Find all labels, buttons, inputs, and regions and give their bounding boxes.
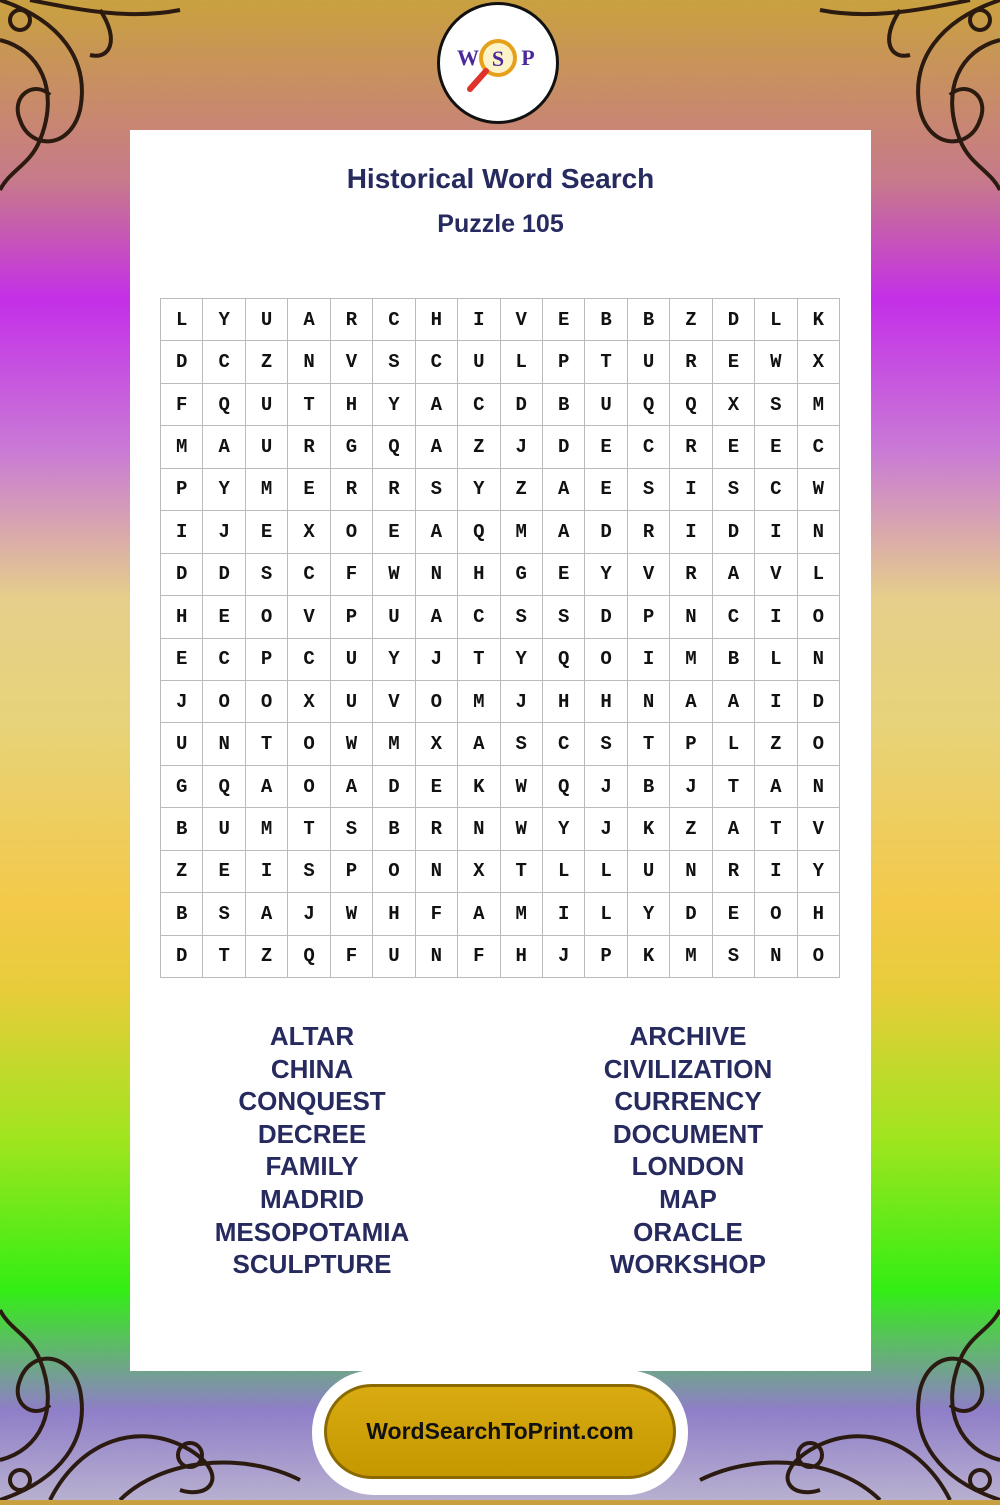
grid-cell: M [458, 681, 500, 723]
grid-cell: I [670, 511, 712, 553]
grid-cell: D [713, 299, 755, 341]
grid-cell: T [246, 723, 288, 765]
grid-cell: A [713, 808, 755, 850]
grid-cell: A [416, 511, 458, 553]
grid-cell: C [628, 426, 670, 468]
grid-cell: Z [670, 808, 712, 850]
grid-cell: U [628, 341, 670, 383]
grid-cell: Z [670, 299, 712, 341]
grid-cell: S [501, 723, 543, 765]
grid-cell: Z [755, 723, 797, 765]
grid-cell: Z [458, 426, 500, 468]
grid-cell: C [288, 554, 330, 596]
grid-cell: M [246, 469, 288, 511]
grid-cell: I [670, 469, 712, 511]
grid-cell: N [798, 511, 840, 553]
grid-cell: Q [373, 426, 415, 468]
grid-cell: J [585, 766, 627, 808]
grid-cell: C [798, 426, 840, 468]
grid-cell: F [458, 936, 500, 978]
grid-cell: S [755, 384, 797, 426]
grid-cell: L [798, 554, 840, 596]
grid-cell: E [755, 426, 797, 468]
grid-cell: H [331, 384, 373, 426]
grid-cell: N [416, 851, 458, 893]
grid-cell: D [713, 511, 755, 553]
grid-cell: V [288, 596, 330, 638]
logo-letter-s: S [491, 46, 505, 71]
grid-cell: I [246, 851, 288, 893]
grid-cell: Z [246, 936, 288, 978]
grid-cell: C [543, 723, 585, 765]
grid-cell: E [161, 639, 203, 681]
grid-cell: J [585, 808, 627, 850]
grid-cell: U [161, 723, 203, 765]
grid-cell: C [713, 596, 755, 638]
grid-cell: E [203, 851, 245, 893]
grid-cell: U [458, 341, 500, 383]
grid-cell: L [755, 299, 797, 341]
grid-cell: T [755, 808, 797, 850]
grid-cell: B [628, 299, 670, 341]
grid-cell: U [246, 426, 288, 468]
grid-cell: D [585, 596, 627, 638]
grid-cell: W [755, 341, 797, 383]
grid-cell: C [373, 299, 415, 341]
wsp-logo [437, 2, 559, 124]
grid-cell: P [246, 639, 288, 681]
grid-cell: D [161, 936, 203, 978]
grid-cell: X [288, 511, 330, 553]
word-list-column-1 [162, 1020, 462, 1281]
grid-cell: B [628, 766, 670, 808]
grid-cell: E [713, 426, 755, 468]
grid-cell: A [713, 681, 755, 723]
grid-cell: V [331, 341, 373, 383]
grid-cell: A [331, 766, 373, 808]
grid-cell: A [416, 384, 458, 426]
grid-cell: Y [543, 808, 585, 850]
puzzle-panel [130, 130, 871, 1371]
grid-cell: N [628, 681, 670, 723]
grid-cell: G [161, 766, 203, 808]
grid-cell: L [755, 639, 797, 681]
grid-cell: Y [628, 893, 670, 935]
word-list-item: CIVILIZATION [603, 1053, 773, 1084]
grid-cell: S [331, 808, 373, 850]
grid-cell: Q [543, 639, 585, 681]
grid-cell: A [543, 511, 585, 553]
grid-cell: T [501, 851, 543, 893]
grid-cell: V [373, 681, 415, 723]
grid-cell: B [373, 808, 415, 850]
grid-cell: O [798, 936, 840, 978]
word-list-item: MESOPOTAMIA [214, 1216, 410, 1247]
grid-cell: B [161, 893, 203, 935]
grid-cell: U [373, 936, 415, 978]
puzzle-number: Puzzle 105 [437, 210, 564, 238]
grid-cell: Y [798, 851, 840, 893]
grid-cell: K [628, 936, 670, 978]
grid-cell: V [628, 554, 670, 596]
grid-cell: W [331, 893, 373, 935]
word-list-item: MADRID [260, 1183, 364, 1214]
grid-cell: N [458, 808, 500, 850]
grid-cell: E [373, 511, 415, 553]
grid-cell: T [288, 808, 330, 850]
grid-cell: H [798, 893, 840, 935]
word-list-item: WORKSHOP [610, 1249, 766, 1280]
grid-cell: W [501, 808, 543, 850]
grid-cell: L [713, 723, 755, 765]
grid-cell: T [585, 341, 627, 383]
grid-cell: O [288, 766, 330, 808]
grid-cell: E [288, 469, 330, 511]
grid-cell: I [458, 299, 500, 341]
grid-cell: J [670, 766, 712, 808]
grid-cell: Z [161, 851, 203, 893]
word-list-item: CURRENCY [614, 1086, 762, 1117]
grid-cell: B [161, 808, 203, 850]
grid-cell: U [203, 808, 245, 850]
grid-cell: D [203, 554, 245, 596]
grid-cell: I [628, 639, 670, 681]
grid-cell: Z [246, 341, 288, 383]
grid-cell: R [373, 469, 415, 511]
grid-cell: U [331, 639, 373, 681]
grid-cell: P [543, 341, 585, 383]
grid-cell: J [288, 893, 330, 935]
grid-cell: I [755, 851, 797, 893]
grid-cell: D [670, 893, 712, 935]
grid-cell: K [458, 766, 500, 808]
grid-cell: U [246, 384, 288, 426]
word-list-item: SCULPTURE [232, 1249, 392, 1280]
grid-cell: B [713, 639, 755, 681]
grid-cell: S [246, 554, 288, 596]
word-list-item: ARCHIVE [629, 1021, 747, 1051]
grid-cell: Y [501, 639, 543, 681]
grid-cell: C [203, 639, 245, 681]
grid-cell: I [161, 511, 203, 553]
grid-cell: H [373, 893, 415, 935]
logo-letter-w: W [457, 45, 479, 70]
grid-cell: E [246, 511, 288, 553]
grid-cell: H [161, 596, 203, 638]
grid-cell: S [713, 936, 755, 978]
grid-cell: R [713, 851, 755, 893]
grid-cell: C [288, 639, 330, 681]
grid-cell: L [543, 851, 585, 893]
grid-cell: M [798, 384, 840, 426]
grid-cell: V [755, 554, 797, 596]
page-title: Historical Word Search [346, 163, 655, 194]
grid-cell: Y [458, 469, 500, 511]
grid-cell: S [373, 341, 415, 383]
grid-cell: X [798, 341, 840, 383]
grid-cell: A [416, 596, 458, 638]
grid-cell: A [203, 426, 245, 468]
grid-cell: C [755, 469, 797, 511]
grid-cell: H [585, 681, 627, 723]
grid-cell: E [713, 341, 755, 383]
grid-cell: L [161, 299, 203, 341]
grid-cell: M [246, 808, 288, 850]
grid-cell: Z [501, 469, 543, 511]
grid-cell: T [203, 936, 245, 978]
grid-cell: H [458, 554, 500, 596]
grid-cell: E [585, 469, 627, 511]
grid-cell: S [628, 469, 670, 511]
grid-cell: N [798, 639, 840, 681]
grid-cell: A [246, 766, 288, 808]
grid-cell: Y [373, 639, 415, 681]
grid-cell: W [798, 469, 840, 511]
grid-cell: A [670, 681, 712, 723]
grid-cell: J [501, 681, 543, 723]
grid-cell: O [373, 851, 415, 893]
grid-cell: B [585, 299, 627, 341]
grid-cell: Q [628, 384, 670, 426]
grid-cell: S [416, 469, 458, 511]
grid-cell: I [755, 681, 797, 723]
grid-cell: W [501, 766, 543, 808]
grid-cell: K [628, 808, 670, 850]
grid-cell: U [246, 299, 288, 341]
grid-cell: O [416, 681, 458, 723]
grid-cell: U [628, 851, 670, 893]
word-list-item: ORACLE [633, 1216, 743, 1247]
grid-cell: D [373, 766, 415, 808]
grid-cell: H [416, 299, 458, 341]
grid-cell: L [585, 893, 627, 935]
grid-cell: I [755, 511, 797, 553]
grid-cell: A [416, 426, 458, 468]
grid-cell: D [543, 426, 585, 468]
grid-cell: S [713, 469, 755, 511]
grid-cell: U [373, 596, 415, 638]
grid-cell: R [288, 426, 330, 468]
grid-cell: N [288, 341, 330, 383]
grid-cell: O [798, 596, 840, 638]
grid-cell: A [246, 893, 288, 935]
grid-cell: L [585, 851, 627, 893]
grid-cell: Q [288, 936, 330, 978]
grid-cell: P [161, 469, 203, 511]
grid-cell: J [416, 639, 458, 681]
grid-cell: R [628, 511, 670, 553]
grid-cell: Q [670, 384, 712, 426]
grid-cell: Q [458, 511, 500, 553]
grid-cell: G [501, 554, 543, 596]
grid-cell: R [670, 554, 712, 596]
grid-cell: F [331, 936, 373, 978]
word-list-item: FAMILY [265, 1151, 359, 1182]
grid-cell: K [798, 299, 840, 341]
grid-cell: D [585, 511, 627, 553]
grid-cell: X [416, 723, 458, 765]
grid-cell: D [161, 341, 203, 383]
grid-cell: M [161, 426, 203, 468]
grid-cell: U [331, 681, 373, 723]
grid-cell: X [713, 384, 755, 426]
grid-cell: G [331, 426, 373, 468]
grid-cell: D [798, 681, 840, 723]
grid-cell: I [755, 596, 797, 638]
grid-cell: O [246, 596, 288, 638]
grid-cell: J [501, 426, 543, 468]
grid-cell: Y [373, 384, 415, 426]
grid-cell: O [798, 723, 840, 765]
grid-cell: N [755, 936, 797, 978]
grid-cell: W [331, 723, 373, 765]
grid-cell: E [416, 766, 458, 808]
grid-cell: C [203, 341, 245, 383]
grid-cell: Q [203, 384, 245, 426]
grid-cell: Q [203, 766, 245, 808]
grid-cell: N [416, 554, 458, 596]
grid-cell: C [416, 341, 458, 383]
word-list-item: DECREE [257, 1118, 367, 1149]
grid-cell: R [331, 299, 373, 341]
grid-cell: H [543, 681, 585, 723]
grid-cell: E [543, 554, 585, 596]
grid-cell: M [670, 639, 712, 681]
grid-cell: N [203, 723, 245, 765]
grid-cell: I [543, 893, 585, 935]
grid-cell: B [543, 384, 585, 426]
grid-cell: O [246, 681, 288, 723]
grid-cell: E [543, 299, 585, 341]
grid-cell: M [501, 893, 543, 935]
grid-cell: R [331, 469, 373, 511]
grid-cell: C [458, 384, 500, 426]
word-list-column-2 [538, 1020, 838, 1281]
grid-cell: M [373, 723, 415, 765]
grid-cell: F [331, 554, 373, 596]
grid-cell: D [161, 554, 203, 596]
grid-cell: D [501, 384, 543, 426]
grid-cell: C [458, 596, 500, 638]
grid-cell: J [161, 681, 203, 723]
word-list-item: DOCUMENT [612, 1118, 764, 1149]
grid-cell: S [585, 723, 627, 765]
grid-cell: N [670, 851, 712, 893]
grid-cell: V [501, 299, 543, 341]
grid-cell: S [543, 596, 585, 638]
grid-cell: X [288, 681, 330, 723]
grid-cell: H [501, 936, 543, 978]
grid-cell: M [670, 936, 712, 978]
grid-cell: M [501, 511, 543, 553]
grid-cell: P [628, 596, 670, 638]
grid-cell: O [755, 893, 797, 935]
grid-cell: S [203, 893, 245, 935]
grid-cell: X [458, 851, 500, 893]
website-link[interactable]: WordSearchToPrint.com [324, 1384, 676, 1479]
grid-cell: P [331, 596, 373, 638]
word-list-item: CONQUEST [238, 1086, 386, 1117]
grid-cell: Y [585, 554, 627, 596]
letter-grid [160, 298, 840, 978]
grid-cell: Q [543, 766, 585, 808]
grid-cell: T [458, 639, 500, 681]
logo-letter-p: P [521, 45, 535, 70]
grid-cell: W [373, 554, 415, 596]
grid-cell: O [203, 681, 245, 723]
word-list-item: LONDON [631, 1151, 745, 1182]
grid-cell: P [585, 936, 627, 978]
grid-cell: Y [203, 299, 245, 341]
grid-cell: N [798, 766, 840, 808]
grid-cell: T [713, 766, 755, 808]
grid-cell: A [713, 554, 755, 596]
grid-cell: R [670, 426, 712, 468]
grid-cell: O [585, 639, 627, 681]
grid-cell: S [501, 596, 543, 638]
grid-cell: L [501, 341, 543, 383]
grid-cell: E [585, 426, 627, 468]
grid-cell: A [288, 299, 330, 341]
grid-cell: N [416, 936, 458, 978]
grid-cell: A [458, 723, 500, 765]
grid-cell: E [203, 596, 245, 638]
word-list-item: ALTAR [269, 1021, 355, 1051]
grid-cell: S [288, 851, 330, 893]
grid-cell: P [331, 851, 373, 893]
grid-cell: N [670, 596, 712, 638]
word-list-item: CHINA [270, 1053, 354, 1084]
word-list-item: MAP [659, 1183, 717, 1214]
grid-cell: J [203, 511, 245, 553]
grid-cell: O [288, 723, 330, 765]
grid-cell: E [713, 893, 755, 935]
grid-cell: P [670, 723, 712, 765]
grid-cell: A [458, 893, 500, 935]
grid-cell: V [798, 808, 840, 850]
grid-cell: A [755, 766, 797, 808]
grid-cell: T [288, 384, 330, 426]
grid-cell: R [670, 341, 712, 383]
grid-cell: F [161, 384, 203, 426]
grid-cell: T [628, 723, 670, 765]
grid-cell: F [416, 893, 458, 935]
grid-cell: Y [203, 469, 245, 511]
grid-cell: J [543, 936, 585, 978]
grid-cell: R [416, 808, 458, 850]
grid-cell: O [331, 511, 373, 553]
grid-cell: U [585, 384, 627, 426]
grid-cell: A [543, 469, 585, 511]
